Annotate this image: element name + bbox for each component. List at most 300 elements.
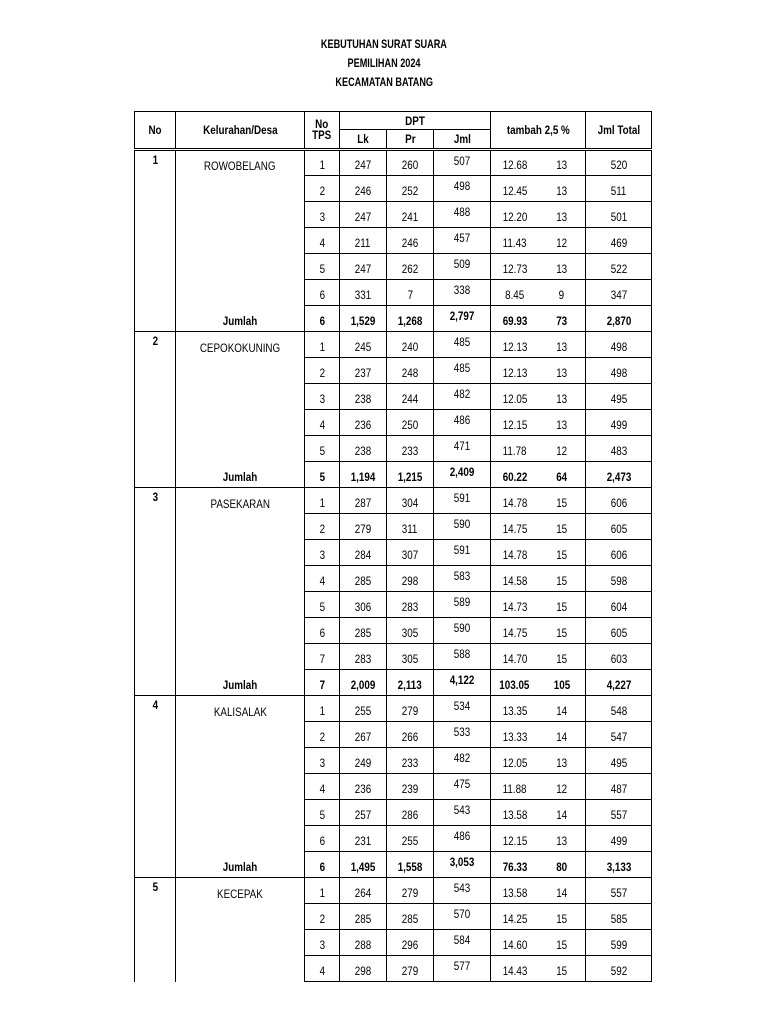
kelurahan-cell <box>176 384 305 410</box>
document-subtitle-text: PEMILIHAN 2024 <box>347 56 421 70</box>
jml-total-cell <box>586 306 652 332</box>
group-no: 1 <box>152 153 158 167</box>
lk-value: 238 <box>354 392 372 406</box>
lk-cell <box>340 540 387 566</box>
kelurahan-cell <box>176 514 305 540</box>
jml-cell <box>434 306 491 332</box>
tambah-rounded-value: 14 <box>556 886 568 900</box>
tambah-value: 69.93 <box>502 314 528 328</box>
tambah-value: 11.88 <box>502 782 527 796</box>
group-no-cell <box>135 150 176 332</box>
jml-total-value: 585 <box>610 912 627 926</box>
header-no <box>135 112 176 150</box>
tambah-rounded-value: 15 <box>556 626 568 640</box>
lk-value: 298 <box>354 964 372 978</box>
pr-value: 1,268 <box>397 314 423 328</box>
tambah-value: 14.43 <box>502 964 528 978</box>
pr-cell <box>387 150 434 176</box>
pr-value: 279 <box>401 964 419 978</box>
tps-value: 5 <box>319 444 325 458</box>
lk-value: 267 <box>354 730 372 744</box>
tps-value: 5 <box>319 600 325 614</box>
lk-value: 211 <box>355 236 371 250</box>
tps-value: 6 <box>319 288 325 302</box>
tps-cell <box>305 878 340 904</box>
jml-cell <box>434 280 491 306</box>
pr-value: 304 <box>401 496 419 510</box>
jml-total-value: 604 <box>610 600 627 614</box>
jml-total-value: 2,473 <box>606 470 631 484</box>
pr-cell <box>387 696 434 722</box>
jml-total-cell <box>586 826 652 852</box>
document-title <box>0 35 768 54</box>
tambah-value: 12.13 <box>502 366 528 380</box>
tambah-rounded-cell <box>539 748 586 774</box>
tps-cell <box>305 410 340 436</box>
document-location-text: KECAMATAN BATANG <box>335 75 433 89</box>
lk-cell <box>340 878 387 904</box>
tps-value: 1 <box>319 496 325 510</box>
table-row <box>135 696 652 722</box>
tambah-cell <box>491 826 539 852</box>
lk-value: 285 <box>354 912 372 926</box>
jml-value: 3,053 <box>449 855 475 869</box>
pr-value: 252 <box>401 184 419 198</box>
tps-value: 5 <box>319 262 325 276</box>
tambah-cell <box>491 540 539 566</box>
header-jml <box>434 130 491 150</box>
jml-cell <box>434 176 491 202</box>
tambah-rounded-value: 12 <box>556 782 568 796</box>
tps-cell <box>305 852 340 878</box>
jml-cell <box>434 644 491 670</box>
tambah-rounded-cell <box>539 306 586 332</box>
tambah-rounded-cell <box>539 488 586 514</box>
tambah-rounded-value: 15 <box>556 548 568 562</box>
jml-total-cell <box>586 696 652 722</box>
jumlah-label: Jumlah <box>222 314 258 328</box>
kelurahan-cell <box>176 592 305 618</box>
jml-total-value: 2,870 <box>606 314 631 328</box>
pr-cell <box>387 800 434 826</box>
tambah-rounded-value: 13 <box>556 834 568 848</box>
tps-value: 5 <box>319 808 325 822</box>
tps-value: 1 <box>319 704 325 718</box>
lk-value: 1,495 <box>350 860 376 874</box>
pr-value: 283 <box>401 600 419 614</box>
pr-value: 279 <box>401 704 419 718</box>
tps-cell <box>305 436 340 462</box>
tambah-value: 14.75 <box>502 626 528 640</box>
kelurahan-cell <box>176 150 305 176</box>
jumlah-label: Jumlah <box>222 860 258 874</box>
jml-cell <box>434 722 491 748</box>
table-row <box>135 618 652 644</box>
table-row <box>135 254 652 280</box>
kelurahan-cell <box>176 618 305 644</box>
jml-value: 591 <box>453 543 471 557</box>
kelurahan-cell <box>176 748 305 774</box>
kelurahan-cell <box>176 462 305 488</box>
header-no-tps <box>305 112 340 150</box>
table-row <box>135 488 652 514</box>
table-row <box>135 202 652 228</box>
tambah-value: 13.58 <box>502 886 528 900</box>
table-row <box>135 748 652 774</box>
jumlah-label: Jumlah <box>222 470 258 484</box>
tps-cell <box>305 332 340 358</box>
jml-total-cell <box>586 462 652 488</box>
tambah-value: 13.58 <box>502 808 528 822</box>
kelurahan-cell <box>176 956 305 982</box>
jml-total-cell <box>586 956 652 982</box>
tps-cell <box>305 306 340 332</box>
jml-cell <box>434 956 491 982</box>
table-row <box>135 176 652 202</box>
jml-total-cell <box>586 566 652 592</box>
jml-cell <box>434 878 491 904</box>
table-row <box>135 540 652 566</box>
table-row <box>135 332 652 358</box>
ballot-needs-table <box>134 111 652 982</box>
lk-cell <box>340 800 387 826</box>
kelurahan-cell <box>176 410 305 436</box>
tps-value: 4 <box>319 782 325 796</box>
tambah-rounded-cell <box>539 696 586 722</box>
pr-value: 260 <box>401 158 419 172</box>
tambah-cell <box>491 904 539 930</box>
header-row-top <box>135 112 652 130</box>
jml-total-value: 487 <box>610 782 627 796</box>
header-pr <box>387 130 434 150</box>
lk-cell <box>340 592 387 618</box>
pr-cell <box>387 280 434 306</box>
pr-value: 233 <box>401 444 419 458</box>
jml-total-value: 599 <box>610 938 627 952</box>
tps-cell <box>305 150 340 176</box>
tps-value: 3 <box>319 392 325 406</box>
tambah-rounded-cell <box>539 228 586 254</box>
table-row <box>135 566 652 592</box>
tps-value: 3 <box>319 938 325 952</box>
document-header <box>0 35 768 92</box>
group-no-cell <box>135 332 176 488</box>
kelurahan-name: PASEKARAN <box>210 496 270 511</box>
jml-value: 457 <box>453 231 471 245</box>
tps-value: 2 <box>319 184 325 198</box>
tps-cell <box>305 384 340 410</box>
kelurahan-name: ROWOBELANG <box>204 158 276 173</box>
lk-cell <box>340 696 387 722</box>
jml-value: 590 <box>453 517 471 531</box>
jml-cell <box>434 228 491 254</box>
pr-cell <box>387 748 434 774</box>
tambah-rounded-value: 13 <box>556 392 568 406</box>
lk-cell <box>340 826 387 852</box>
tambah-cell <box>491 722 539 748</box>
tambah-cell <box>491 618 539 644</box>
pr-value: 305 <box>401 626 419 640</box>
jml-cell <box>434 618 491 644</box>
lk-cell <box>340 774 387 800</box>
tambah-cell <box>491 202 539 228</box>
pr-value: 307 <box>401 548 419 562</box>
jml-total-cell <box>586 332 652 358</box>
pr-value: 311 <box>402 522 418 536</box>
tambah-rounded-value: 105 <box>553 678 570 692</box>
group-no: 3 <box>152 490 158 504</box>
lk-cell <box>340 306 387 332</box>
tps-value: 6 <box>319 860 325 874</box>
tambah-rounded-cell <box>539 254 586 280</box>
tambah-rounded-cell <box>539 514 586 540</box>
tps-cell <box>305 800 340 826</box>
pr-cell <box>387 358 434 384</box>
jml-value: 577 <box>453 959 471 973</box>
jml-total-value: 605 <box>610 522 627 536</box>
lk-cell <box>340 176 387 202</box>
jml-value: 486 <box>453 829 471 843</box>
lk-value: 284 <box>354 548 372 562</box>
jml-cell <box>434 592 491 618</box>
lk-value: 257 <box>354 808 372 822</box>
jml-value: 471 <box>453 439 471 453</box>
pr-cell <box>387 462 434 488</box>
jml-total-value: 598 <box>610 574 627 588</box>
lk-cell <box>340 930 387 956</box>
jml-value: 485 <box>453 335 471 349</box>
jml-total-value: 495 <box>610 756 627 770</box>
jml-cell <box>434 826 491 852</box>
jml-cell <box>434 254 491 280</box>
jml-total-cell <box>586 644 652 670</box>
table-row <box>135 878 652 904</box>
tambah-rounded-value: 13 <box>556 262 568 276</box>
document-location <box>0 73 768 92</box>
lk-cell <box>340 904 387 930</box>
tambah-value: 14.73 <box>502 600 528 614</box>
tambah-rounded-cell <box>539 852 586 878</box>
header-dpt <box>340 112 491 130</box>
tambah-cell <box>491 592 539 618</box>
jml-value: 534 <box>453 699 471 713</box>
header-no-tps-line2: TPS <box>312 127 332 142</box>
jml-total-value: 495 <box>610 392 627 406</box>
jml-total-cell <box>586 592 652 618</box>
jml-total-value: 547 <box>610 730 627 744</box>
pr-value: 262 <box>401 262 419 276</box>
tambah-cell <box>491 774 539 800</box>
tambah-value: 12.15 <box>502 418 528 432</box>
tambah-rounded-value: 12 <box>556 236 568 250</box>
pr-cell <box>387 878 434 904</box>
group-no: 4 <box>152 698 158 712</box>
jml-cell <box>434 800 491 826</box>
tambah-cell <box>491 280 539 306</box>
jml-total-value: 499 <box>610 418 627 432</box>
tambah-cell <box>491 930 539 956</box>
jml-total-cell <box>586 150 652 176</box>
lk-cell <box>340 332 387 358</box>
tps-value: 6 <box>319 314 325 328</box>
pr-cell <box>387 332 434 358</box>
tambah-value: 14.58 <box>502 574 528 588</box>
jml-cell <box>434 202 491 228</box>
tambah-value: 12.15 <box>502 834 528 848</box>
pr-value: 239 <box>401 782 419 796</box>
group-no-cell <box>135 696 176 878</box>
tambah-rounded-value: 15 <box>556 652 568 666</box>
tambah-rounded-cell <box>539 436 586 462</box>
pr-cell <box>387 774 434 800</box>
jml-total-value: 498 <box>610 366 627 380</box>
tambah-rounded-cell <box>539 332 586 358</box>
header-lk-text: Lk <box>357 132 369 146</box>
tambah-value: 12.13 <box>502 340 528 354</box>
jml-total-cell <box>586 878 652 904</box>
tps-cell <box>305 722 340 748</box>
lk-value: 285 <box>354 626 372 640</box>
tps-value: 4 <box>319 574 325 588</box>
tambah-rounded-value: 14 <box>556 730 568 744</box>
tambah-value: 13.33 <box>502 730 528 744</box>
tambah-rounded-cell <box>539 722 586 748</box>
tambah-value: 14.25 <box>502 912 528 926</box>
jml-value: 583 <box>453 569 471 583</box>
tambah-rounded-value: 73 <box>556 314 568 328</box>
tps-value: 2 <box>319 912 325 926</box>
tambah-value: 14.78 <box>502 548 528 562</box>
jml-total-value: 557 <box>610 886 627 900</box>
lk-value: 249 <box>354 756 372 770</box>
tps-value: 6 <box>319 626 325 640</box>
table-row <box>135 280 652 306</box>
tambah-rounded-cell <box>539 904 586 930</box>
jml-total-value: 3,133 <box>606 860 631 874</box>
pr-value: 241 <box>401 210 419 224</box>
tambah-cell <box>491 410 539 436</box>
lk-value: 238 <box>354 444 372 458</box>
tps-cell <box>305 644 340 670</box>
jml-value: 590 <box>453 621 471 635</box>
lk-cell <box>340 956 387 982</box>
lk-value: 231 <box>354 834 372 848</box>
tambah-cell <box>491 488 539 514</box>
lk-value: 1,529 <box>350 314 376 328</box>
jml-value: 584 <box>453 933 471 947</box>
pr-cell <box>387 228 434 254</box>
tambah-value: 12.45 <box>502 184 528 198</box>
jml-total-value: 347 <box>610 288 627 302</box>
lk-value: 255 <box>354 704 372 718</box>
tps-cell <box>305 540 340 566</box>
tambah-value: 76.33 <box>502 860 528 874</box>
tambah-cell <box>491 670 539 696</box>
tambah-cell <box>491 852 539 878</box>
tambah-cell <box>491 358 539 384</box>
tps-value: 5 <box>319 470 325 484</box>
lk-cell <box>340 514 387 540</box>
jml-value: 4,122 <box>449 673 475 687</box>
tambah-rounded-value: 64 <box>556 470 568 484</box>
pr-cell <box>387 956 434 982</box>
lk-cell <box>340 748 387 774</box>
header-tambah <box>491 112 586 150</box>
jml-total-value: 498 <box>610 340 627 354</box>
pr-value: 305 <box>401 652 419 666</box>
jml-cell <box>434 566 491 592</box>
table-row <box>135 228 652 254</box>
jml-total-cell <box>586 488 652 514</box>
lk-value: 245 <box>354 340 372 354</box>
tambah-value: 11.78 <box>502 444 527 458</box>
tambah-rounded-cell <box>539 644 586 670</box>
jml-total-value: 522 <box>610 262 627 276</box>
kelurahan-cell <box>176 566 305 592</box>
lk-cell <box>340 150 387 176</box>
pr-cell <box>387 930 434 956</box>
table-row <box>135 774 652 800</box>
lk-cell <box>340 722 387 748</box>
jml-value: 498 <box>453 179 471 193</box>
tambah-rounded-value: 14 <box>556 808 568 822</box>
tambah-rounded-value: 15 <box>556 964 568 978</box>
lk-cell <box>340 358 387 384</box>
tps-value: 1 <box>319 886 325 900</box>
table-row <box>135 956 652 982</box>
tambah-value: 12.20 <box>502 210 528 224</box>
header-dpt-text: DPT <box>405 113 425 128</box>
lk-cell <box>340 280 387 306</box>
jml-total-value: 501 <box>610 210 627 224</box>
jml-total-cell <box>586 280 652 306</box>
tambah-value: 12.05 <box>502 756 528 770</box>
kelurahan-cell <box>176 800 305 826</box>
kelurahan-cell <box>176 696 305 722</box>
table-row <box>135 800 652 826</box>
jml-value: 533 <box>453 725 471 739</box>
pr-cell <box>387 592 434 618</box>
tambah-rounded-cell <box>539 358 586 384</box>
tps-value: 3 <box>319 548 325 562</box>
tps-value: 4 <box>319 964 325 978</box>
jml-cell <box>434 852 491 878</box>
jml-total-cell <box>586 904 652 930</box>
tambah-rounded-value: 15 <box>556 496 568 510</box>
tambah-rounded-value: 15 <box>556 938 568 952</box>
table-row <box>135 722 652 748</box>
pr-cell <box>387 488 434 514</box>
subtotal-row <box>135 306 652 332</box>
header-kelurahan-desa-text: Kelurahan/Desa <box>202 123 278 137</box>
jml-total-cell <box>586 176 652 202</box>
pr-cell <box>387 644 434 670</box>
kelurahan-cell <box>176 332 305 358</box>
jml-cell <box>434 332 491 358</box>
lk-value: 247 <box>354 210 372 224</box>
tambah-rounded-cell <box>539 280 586 306</box>
kelurahan-cell <box>176 254 305 280</box>
table-row <box>135 410 652 436</box>
table-row <box>135 826 652 852</box>
kelurahan-cell <box>176 722 305 748</box>
jml-total-value: 499 <box>610 834 627 848</box>
jml-total-value: 557 <box>610 808 627 822</box>
kelurahan-cell <box>176 202 305 228</box>
pr-cell <box>387 722 434 748</box>
pr-value: 244 <box>401 392 419 406</box>
header-kelurahan-desa <box>176 112 305 150</box>
